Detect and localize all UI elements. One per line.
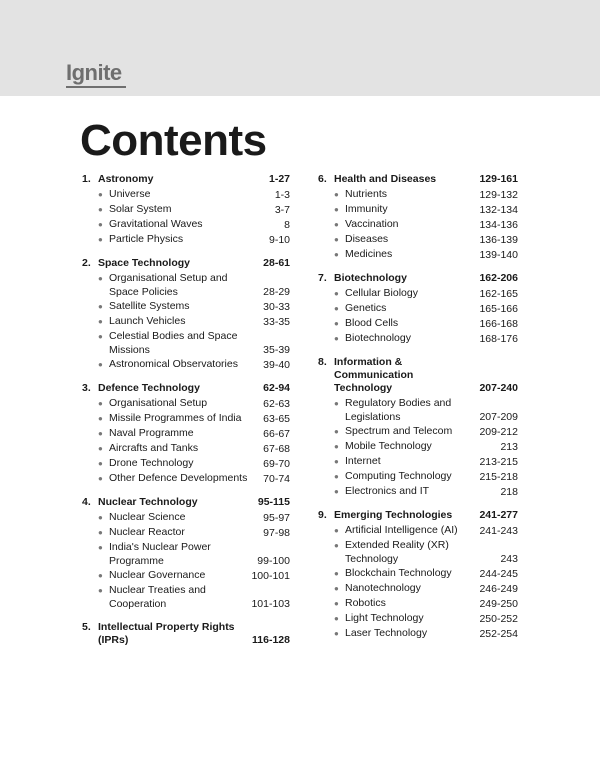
section-pages: 116-128 (252, 634, 290, 646)
toc-subitem[interactable] (334, 524, 518, 538)
subitem-title: Computing Technology (345, 470, 452, 482)
subitem-pages: 66-67 (263, 427, 290, 440)
subitem-pages: 246-249 (479, 582, 518, 595)
toc-subitem-list (82, 397, 290, 486)
section-number: 4. (82, 496, 91, 508)
toc-subitem[interactable] (334, 627, 518, 641)
section-title: Space Technology (98, 257, 190, 269)
section-pages: 1-27 (268, 173, 290, 185)
subitem-pages: 9-10 (268, 233, 290, 246)
subitem-title: Blood Cells (345, 317, 399, 329)
subitem-pages: 35-39 (263, 343, 290, 356)
subitem-pages: 162-165 (479, 287, 518, 300)
toc-section-heading[interactable] (318, 272, 518, 287)
section-number: 1. (82, 173, 91, 185)
subitem-title: Genetics (345, 302, 387, 314)
subitem-title: Other Defence Developments (109, 472, 248, 484)
section-number: 9. (318, 509, 327, 521)
subitem-pages: 62-63 (263, 397, 290, 410)
toc-subitem[interactable] (98, 233, 290, 247)
subitem-pages: 101-103 (251, 597, 290, 610)
section-title: Information & Communication Technology (334, 356, 414, 394)
bullet-icon: ● (98, 414, 103, 423)
toc-subitem[interactable] (98, 569, 290, 583)
bullet-icon: ● (98, 459, 103, 468)
subitem-pages: 100-101 (251, 569, 290, 582)
subitem-title: Diseases (345, 233, 389, 245)
toc-subitem-list (318, 524, 518, 641)
subitem-pages: 139-140 (479, 248, 518, 261)
subitem-title: Naval Programme (109, 427, 194, 439)
subitem-pages: 3-7 (274, 203, 290, 216)
bullet-icon: ● (98, 474, 103, 483)
toc-subitem[interactable] (98, 541, 290, 568)
subitem-pages: 207-209 (479, 410, 518, 423)
section-title: Intellectual Property Rights (IPRs) (98, 621, 235, 646)
toc-section-heading[interactable] (318, 356, 518, 397)
section-title: Astronomy (98, 173, 154, 185)
subitem-pages: 218 (500, 485, 518, 498)
bullet-icon: ● (98, 571, 103, 580)
section-title: Defence Technology (98, 382, 200, 394)
subitem-pages: 97-98 (263, 526, 290, 539)
toc-section-heading[interactable] (82, 382, 290, 397)
subitem-title: Electronics and IT (345, 485, 430, 497)
brand-logo: Ignite (66, 60, 122, 85)
toc-section (82, 173, 290, 247)
subitem-title: Vaccination (345, 218, 399, 230)
section-pages: 95-115 (257, 496, 290, 508)
subitem-pages: 168-176 (479, 332, 518, 345)
subitem-pages: 30-33 (263, 300, 290, 313)
section-title: Biotechnology (334, 272, 407, 284)
subitem-title: Blockchain Technology (345, 567, 452, 579)
subitem-pages: 1-3 (274, 188, 290, 201)
bullet-icon: ● (334, 399, 339, 408)
subitem-pages: 213-215 (479, 455, 518, 468)
toc-section (82, 621, 290, 649)
toc-subitem-list (318, 188, 518, 262)
subitem-pages: 129-132 (479, 188, 518, 201)
subitem-pages: 250-252 (479, 612, 518, 625)
toc-subitem[interactable] (98, 584, 290, 611)
toc-subitem-list (82, 511, 290, 611)
toc-subitem[interactable] (334, 485, 518, 499)
section-pages: 241-277 (479, 509, 518, 521)
subitem-pages: 244-245 (479, 567, 518, 580)
toc-subitem[interactable] (98, 218, 290, 232)
section-number: 3. (82, 382, 91, 394)
toc-subitem[interactable] (98, 188, 290, 202)
toc-subitem[interactable] (98, 526, 290, 540)
subitem-title: Light Technology (345, 612, 424, 624)
subitem-pages: 136-139 (479, 233, 518, 246)
toc-section (82, 382, 290, 486)
toc-subitem[interactable] (334, 248, 518, 262)
section-number: 2. (82, 257, 91, 269)
toc-subitem[interactable] (334, 597, 518, 611)
toc-subitem[interactable] (98, 315, 290, 329)
toc-subitem-list (82, 272, 290, 372)
toc-subitem[interactable] (98, 397, 290, 411)
bullet-icon: ● (98, 205, 103, 214)
page-title: Contents (80, 116, 267, 165)
subitem-title: Astronomical Observatories (109, 358, 238, 370)
subitem-title: Regulatory Bodies and Legislations (345, 397, 452, 423)
toc-left-column (82, 173, 290, 659)
toc-subitem[interactable] (334, 567, 518, 581)
subitem-pages: 69-70 (263, 457, 290, 470)
subitem-pages: 39-40 (263, 358, 290, 371)
toc-section (318, 356, 518, 499)
section-number: 5. (82, 621, 91, 633)
toc-subitem[interactable] (98, 511, 290, 525)
subitem-pages: 95-97 (263, 511, 290, 524)
subitem-pages: 28-29 (263, 285, 290, 298)
subitem-title: Laser Technology (345, 627, 428, 639)
toc-section (82, 257, 290, 372)
subitem-pages: 134-136 (479, 218, 518, 231)
section-pages: 28-61 (263, 257, 290, 269)
section-title: Health and Diseases (334, 173, 437, 185)
toc-subitem[interactable] (334, 302, 518, 316)
toc-section (318, 272, 518, 346)
section-number: 7. (318, 272, 327, 284)
bullet-icon: ● (334, 289, 339, 298)
bullet-icon: ● (334, 220, 339, 229)
subitem-title: Organisational Setup and Space Policies (109, 272, 228, 298)
bullet-icon: ● (334, 427, 339, 436)
toc-section-heading[interactable] (318, 173, 518, 188)
toc-subitem[interactable] (98, 472, 290, 486)
subitem-pages: 215-218 (479, 470, 518, 483)
toc-subitem[interactable] (334, 425, 518, 439)
subitem-title: Artificial Intelligence (AI) (345, 524, 458, 536)
subitem-title: Particle Physics (109, 233, 184, 245)
toc-section-heading[interactable] (82, 173, 290, 188)
subitem-title: Immunity (345, 203, 388, 215)
subitem-title: Satellite Systems (109, 300, 190, 312)
toc-subitem[interactable] (98, 203, 290, 217)
bullet-icon: ● (98, 317, 103, 326)
bullet-icon: ● (334, 526, 339, 535)
bullet-icon: ● (98, 528, 103, 537)
bullet-icon: ● (334, 629, 339, 638)
subitem-title: Nuclear Science (109, 511, 186, 523)
subitem-title: Missile Programmes of India (109, 412, 242, 424)
subitem-title: India's Nuclear Power Programme (109, 541, 211, 567)
bullet-icon: ● (98, 274, 103, 283)
toc-subitem[interactable] (334, 582, 518, 596)
toc-subitem[interactable] (98, 358, 290, 372)
toc-subitem[interactable] (334, 203, 518, 217)
toc-section (82, 496, 290, 611)
subitem-title: Medicines (345, 248, 393, 260)
bullet-icon: ● (334, 304, 339, 313)
section-number: 6. (318, 173, 327, 185)
toc-subitem[interactable] (334, 440, 518, 454)
toc-subitem[interactable] (98, 272, 290, 299)
subitem-title: Gravitational Waves (109, 218, 203, 230)
toc-subitem-list (318, 397, 518, 499)
subitem-pages: 213 (500, 440, 518, 453)
subitem-title: Biotechnology (345, 332, 411, 344)
bullet-icon: ● (334, 334, 339, 343)
subitem-title: Spectrum and Telecom (345, 425, 453, 437)
subitem-pages: 99-100 (257, 554, 290, 567)
bullet-icon: ● (334, 614, 339, 623)
bullet-icon: ● (334, 569, 339, 578)
subitem-title: Nanotechnology (345, 582, 421, 594)
toc-subitem[interactable] (334, 612, 518, 626)
bullet-icon: ● (334, 319, 339, 328)
bullet-icon: ● (98, 444, 103, 453)
subitem-title: Universe (109, 188, 151, 200)
bullet-icon: ● (334, 235, 339, 244)
toc-subitem[interactable] (98, 330, 290, 357)
toc-subitem[interactable] (334, 539, 518, 566)
subitem-pages: 241-243 (479, 524, 518, 537)
toc-subitem[interactable] (98, 427, 290, 441)
toc-section (318, 509, 518, 641)
bullet-icon: ● (334, 442, 339, 451)
subitem-pages: 67-68 (263, 442, 290, 455)
subitem-pages: 70-74 (263, 472, 290, 485)
toc-subitem[interactable] (98, 457, 290, 471)
subitem-pages: 249-250 (479, 597, 518, 610)
toc-subitem[interactable] (334, 188, 518, 202)
section-pages: 129-161 (479, 173, 518, 185)
toc-subitem[interactable] (334, 397, 518, 424)
subitem-title: Solar System (109, 203, 172, 215)
subitem-title: Nuclear Reactor (109, 526, 185, 538)
subitem-title: Celestial Bodies and Space Missions (109, 330, 238, 356)
bullet-icon: ● (98, 513, 103, 522)
bullet-icon: ● (334, 472, 339, 481)
bullet-icon: ● (98, 360, 103, 369)
section-pages: 207-240 (479, 382, 518, 394)
toc-subitem-list (318, 287, 518, 346)
bullet-icon: ● (98, 586, 103, 595)
toc-subitem[interactable] (334, 233, 518, 247)
toc-section-heading[interactable] (82, 496, 290, 511)
subitem-pages: 252-254 (479, 627, 518, 640)
toc-subitem[interactable] (334, 455, 518, 469)
subitem-title: Launch Vehicles (109, 315, 186, 327)
toc-subitem[interactable] (334, 317, 518, 331)
subitem-title: Organisational Setup (109, 397, 208, 409)
section-pages: 62-94 (263, 382, 290, 394)
toc-section-heading[interactable] (82, 257, 290, 272)
bullet-icon: ● (334, 584, 339, 593)
subitem-pages: 63-65 (263, 412, 290, 425)
brand-underline (66, 86, 126, 88)
subitem-title: Extended Reality (XR) Technology (345, 539, 449, 565)
subitem-title: Robotics (345, 597, 386, 609)
section-title: Nuclear Technology (98, 496, 198, 508)
subitem-pages: 8 (284, 218, 290, 231)
subitem-pages: 209-212 (479, 425, 518, 438)
subitem-title: Cellular Biology (345, 287, 418, 299)
subitem-pages: 243 (500, 552, 518, 565)
toc-subitem[interactable] (334, 332, 518, 346)
bullet-icon: ● (334, 205, 339, 214)
toc-section-heading[interactable] (82, 621, 290, 649)
toc-subitem[interactable] (334, 218, 518, 232)
bullet-icon: ● (334, 190, 339, 199)
toc-subitem[interactable] (334, 470, 518, 484)
toc-subitem-list (82, 188, 290, 247)
subitem-title: Aircrafts and Tanks (109, 442, 199, 454)
bullet-icon: ● (98, 220, 103, 229)
toc-subitem[interactable] (98, 412, 290, 426)
bullet-icon: ● (334, 457, 339, 466)
bullet-icon: ● (98, 399, 103, 408)
toc-subitem[interactable] (98, 442, 290, 456)
bullet-icon: ● (334, 599, 339, 608)
bullet-icon: ● (334, 487, 339, 496)
bullet-icon: ● (334, 250, 339, 259)
subitem-title: Nutrients (345, 188, 388, 200)
section-title: Emerging Technologies (334, 509, 453, 521)
bullet-icon: ● (334, 541, 339, 550)
toc-subitem[interactable] (98, 300, 290, 314)
bullet-icon: ● (98, 235, 103, 244)
toc-subitem[interactable] (334, 287, 518, 301)
subitem-pages: 33-35 (263, 315, 290, 328)
bullet-icon: ● (98, 332, 103, 341)
bullet-icon: ● (98, 190, 103, 199)
section-number: 8. (318, 356, 327, 368)
section-pages: 162-206 (479, 272, 518, 284)
toc-section-heading[interactable] (318, 509, 518, 524)
subitem-title: Mobile Technology (345, 440, 432, 452)
toc-section (318, 173, 518, 262)
subitem-title: Internet (345, 455, 381, 467)
subitem-pages: 132-134 (479, 203, 518, 216)
bullet-icon: ● (98, 429, 103, 438)
subitem-title: Nuclear Treaties and Cooperation (109, 584, 206, 610)
subitem-pages: 165-166 (479, 302, 518, 315)
bullet-icon: ● (98, 302, 103, 311)
subitem-title: Drone Technology (109, 457, 194, 469)
bullet-icon: ● (98, 543, 103, 552)
subitem-title: Nuclear Governance (109, 569, 206, 581)
toc-right-column (318, 173, 518, 651)
subitem-pages: 166-168 (479, 317, 518, 330)
